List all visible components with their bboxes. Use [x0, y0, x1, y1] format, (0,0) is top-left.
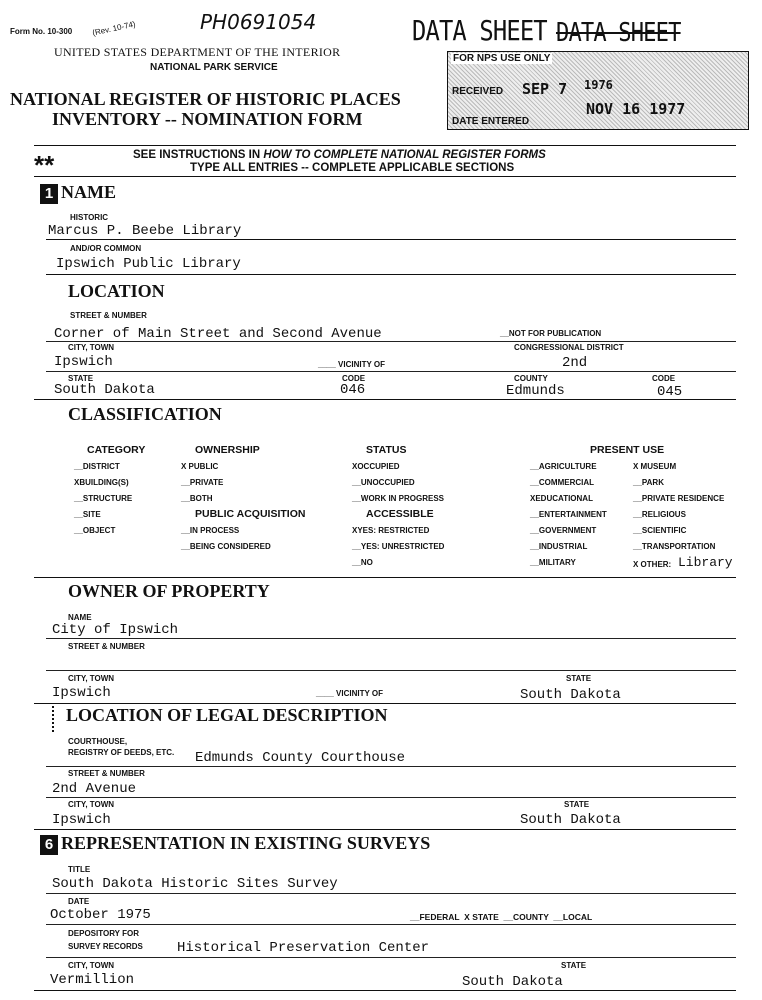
ownership-private: __PRIVATE	[181, 478, 224, 487]
section-name-heading	[40, 182, 116, 204]
location-street-label: STREET & NUMBER	[70, 311, 147, 320]
legal-street-label: STREET & NUMBER	[68, 769, 145, 778]
survey-levels: __FEDERAL X STATE __COUNTY __LOCAL	[410, 912, 593, 922]
section-legal-title: LOCATION OF LEGAL DESCRIPTION	[66, 705, 388, 725]
ownership-heading: OWNERSHIP	[195, 444, 260, 456]
survey-state-label: STATE	[561, 961, 587, 970]
survey-state-value: South Dakota	[462, 974, 563, 990]
accessible-heading: ACCESSIBLE	[366, 508, 434, 520]
section-6-number: 6	[40, 835, 58, 855]
section-location-title: LOCATION	[68, 281, 165, 301]
congressional-value: 2nd	[562, 355, 588, 371]
use-other: X OTHER:	[633, 560, 672, 569]
depository-label-1: DEPOSITORY FOR	[68, 929, 139, 938]
use-government: __GOVERNMENT	[530, 526, 597, 535]
use-park: __PARK	[633, 478, 664, 487]
use-military: __MILITARY	[530, 558, 576, 567]
location-state-label: STATE	[68, 374, 94, 383]
present-use-heading: PRESENT USE	[590, 444, 665, 456]
owner-city-value: Ipswich	[52, 685, 111, 701]
historic-label: HISTORIC	[70, 213, 109, 222]
not-for-publication-label: NOT FOR PUBLICATION	[508, 329, 602, 338]
owner-state-value: South Dakota	[520, 687, 621, 703]
form-title-1: NATIONAL REGISTER OF HISTORIC PLACES	[10, 89, 401, 109]
category-object: __OBJECT	[74, 526, 116, 535]
ownership-public: X PUBLIC	[181, 462, 219, 471]
use-scientific: __SCIENTIFIC	[633, 526, 687, 535]
congressional-label: CONGRESSIONAL DISTRICT	[514, 343, 624, 352]
owner-city-label: CITY, TOWN	[68, 674, 115, 683]
survey-city-label: CITY, TOWN	[68, 961, 115, 970]
acquisition-in-process: __IN PROCESS	[181, 526, 240, 535]
handwritten-id: PH0691054	[200, 10, 317, 34]
status-heading: STATUS	[366, 444, 407, 456]
acquisition-considered: __BEING CONSIDERED	[181, 542, 271, 551]
status-unoccupied: __UNOCCUPIED	[352, 478, 415, 487]
legal-state-value: South Dakota	[520, 812, 621, 828]
form-number: Form No. 10-300	[10, 27, 73, 36]
received-label: RECEIVED	[452, 86, 504, 97]
county-code-label: CODE	[652, 374, 676, 383]
survey-city-value: Vermillion	[50, 972, 135, 988]
section-surveys-heading	[40, 833, 430, 855]
date-entered-label: DATE ENTERED	[452, 116, 530, 127]
section-1-number: 1	[40, 184, 58, 204]
legal-city-value: Ipswich	[52, 812, 111, 828]
historic-value: Marcus P. Beebe Library	[48, 223, 242, 239]
section-classification-title: CLASSIFICATION	[68, 404, 222, 424]
owner-street-label: STREET & NUMBER	[68, 642, 145, 651]
acquisition-heading: PUBLIC ACQUISITION	[195, 508, 306, 520]
instructions-italic: HOW TO COMPLETE NATIONAL REGISTER FORMS	[263, 149, 546, 161]
depository-value: Historical Preservation Center	[177, 940, 430, 956]
survey-title-value: South Dakota Historic Sites Survey	[52, 876, 338, 892]
county-label: COUNTY	[514, 374, 548, 383]
courthouse-value: Edmunds County Courthouse	[195, 750, 406, 766]
survey-date-label: DATE	[68, 897, 90, 906]
use-private-residence: __PRIVATE RESIDENCE	[633, 494, 725, 503]
nps-use-box	[447, 51, 749, 130]
use-agriculture: __AGRICULTURE	[530, 462, 597, 471]
received-stamp: SEP 7	[522, 80, 568, 98]
section-surveys-title: REPRESENTATION IN EXISTING SURVEYS	[61, 833, 431, 853]
use-entertainment: __ENTERTAINMENT	[530, 510, 607, 519]
location-code-value: 046	[340, 382, 366, 398]
owner-vicinity-label: VICINITY OF	[336, 689, 383, 698]
struck-data-sheet: DATA SHEET	[556, 18, 681, 48]
nps-use-label: FOR NPS USE ONLY	[453, 53, 551, 64]
accessible-restricted: XYES: RESTRICTED	[352, 526, 430, 535]
use-religious: __RELIGIOUS	[633, 510, 686, 519]
category-site: __SITE	[74, 510, 101, 519]
use-educational: XEDUCATIONAL	[530, 494, 593, 503]
common-label: AND/OR COMMON	[70, 244, 142, 253]
asterisks: **	[34, 150, 55, 180]
location-code-label: CODE	[342, 374, 366, 383]
category-building: XBUILDING(S)	[74, 478, 129, 487]
courthouse-label-2: REGISTRY OF DEEDS, ETC.	[68, 748, 175, 757]
category-structure: __STRUCTURE	[74, 494, 133, 503]
survey-title-label: TITLE	[68, 865, 91, 874]
owner-name-value: City of Ipswich	[52, 622, 179, 638]
owner-vicinity: ____ VICINITY OF	[316, 689, 383, 698]
use-commercial: __COMMERCIAL	[530, 478, 595, 487]
section-owner-title: OWNER OF PROPERTY	[68, 581, 270, 601]
revision: (Rev. 10-74)	[91, 19, 137, 38]
accessible-no: __NO	[352, 558, 373, 567]
location-street-value: Corner of Main Street and Second Avenue	[54, 326, 382, 342]
use-industrial: __INDUSTRIAL	[530, 542, 588, 551]
owner-state-label: STATE	[566, 674, 592, 683]
location-state-value: South Dakota	[54, 382, 155, 398]
vicinity-label: VICINITY OF	[338, 360, 385, 369]
use-other-value: Library	[678, 555, 733, 570]
data-sheet-title: DATA SHEET	[412, 14, 547, 47]
date-entered-value: NOV 16 1977	[586, 100, 686, 118]
department: UNITED STATES DEPARTMENT OF THE INTERIOR	[54, 45, 341, 59]
category-district: __DISTRICT	[74, 462, 120, 471]
section-name-title: NAME	[61, 182, 116, 202]
park-service: NATIONAL PARK SERVICE	[150, 62, 278, 73]
instructions-2: TYPE ALL ENTRIES -- COMPLETE APPLICABLE SECTIONS	[190, 162, 515, 174]
legal-street-value: 2nd Avenue	[52, 781, 137, 797]
legal-state-label: STATE	[564, 800, 590, 809]
depository-label-2: SURVEY RECORDS	[68, 942, 143, 951]
received-year: 1976	[584, 78, 613, 92]
form-title-2: INVENTORY -- NOMINATION FORM	[52, 109, 363, 129]
owner-name-label: NAME	[68, 613, 92, 622]
instructions-1	[133, 149, 546, 161]
status-occupied: XOCCUPIED	[352, 462, 400, 471]
margin-mark	[52, 706, 56, 732]
common-value: Ipswich Public Library	[56, 256, 241, 272]
not-for-publication: __NOT FOR PUBLICATION	[500, 329, 602, 338]
instructions-pre: SEE INSTRUCTIONS IN	[133, 149, 264, 161]
location-city-label: CITY, TOWN	[68, 343, 115, 352]
ownership-both: __BOTH	[181, 494, 213, 503]
category-heading: CATEGORY	[87, 444, 146, 456]
location-vicinity: ____ VICINITY OF	[318, 360, 385, 369]
use-transportation: __TRANSPORTATION	[633, 542, 716, 551]
courthouse-label-1: COURTHOUSE,	[68, 737, 128, 746]
location-city-value: Ipswich	[54, 354, 113, 370]
survey-date-value: October 1975	[50, 907, 151, 923]
status-work-in-progress: __WORK IN PROGRESS	[352, 494, 445, 503]
county-code-value: 045	[657, 384, 683, 400]
legal-city-label: CITY, TOWN	[68, 800, 115, 809]
county-value: Edmunds	[506, 383, 565, 399]
accessible-unrestricted: __YES: UNRESTRICTED	[352, 542, 445, 551]
use-museum: X MUSEUM	[633, 462, 677, 471]
